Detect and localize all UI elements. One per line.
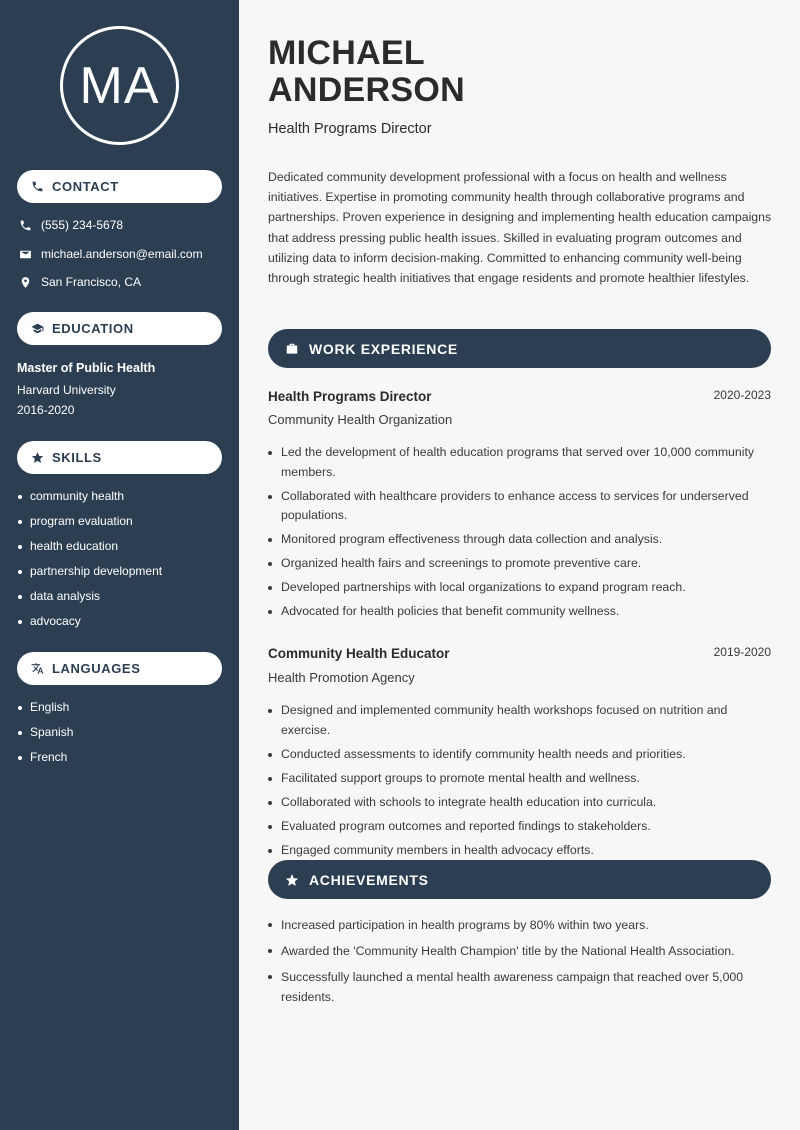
list-item: Increased participation in health programs by 80% within two years. [268,915,773,935]
skills-heading [17,441,222,474]
achievements-list [268,915,773,1013]
list-item: Organized health fairs and screenings to promote preventive care. [268,554,773,574]
location-text: San Francisco, CA [41,275,142,289]
location-pin-icon [18,275,32,289]
list-item: Developed partnerships with local organizations to expand program reach. [268,578,773,598]
main-content [239,0,800,1130]
skills-heading-label: SKILLS [52,450,102,465]
education-school: Harvard University [17,383,116,397]
job-years: 2020-2023 [713,388,771,402]
candidate-title: Health Programs Director [268,121,432,137]
education-degree: Master of Public Health [17,361,156,375]
candidate-name [268,35,465,109]
job-title: Community Health Educator [268,646,450,661]
job-title: Health Programs Director [268,389,432,404]
skills-list [18,489,162,639]
email-text: michael.anderson@email.com [41,247,203,261]
contact-email [18,247,203,261]
contact-location [18,275,141,289]
work-experience-heading [268,329,771,368]
list-item: Monitored program effectiveness through data collection and analysis. [268,530,773,550]
achievements-heading [268,860,771,899]
list-item: Collaborated with healthcare providers to enhance access to services for underserved populations. [268,487,773,526]
languages-list [18,700,73,775]
work-experience-heading-label: WORK EXPERIENCE [309,340,458,357]
list-item: Collaborated with schools to integrate health education into curricula. [268,793,773,813]
phone-icon [18,218,32,232]
languages-heading-label: LANGUAGES [52,661,141,676]
phone-icon [31,180,44,193]
summary-text: Dedicated community development professional with a focus on health and wellness initiatives. Expertise in promoting community health through collaborative programs and partnerships. Proven experience in designing and implementing health education campaigns that address pressing public health issues. Skilled in evaluating program outcomes and utilizing data to inform decision-making. Committed to enhancing community well-being through strategic health initiatives that engage residents and promote healthier lifestyles. [268,170,772,286]
education-years: 2016-2020 [17,403,75,417]
list-item: Engaged community members in health advocacy efforts. [268,841,773,861]
list-item: data analysis [18,589,162,614]
list-item: Conducted assessments to identify community health needs and priorities. [268,745,773,765]
list-item: Awarded the 'Community Health Champion' title by the National Health Association. [268,941,773,961]
list-item: health education [18,539,162,564]
list-item: English [18,700,73,725]
list-item: Evaluated program outcomes and reported findings to stakeholders. [268,817,773,837]
contact-heading-label: CONTACT [52,179,119,194]
list-item: community health [18,489,162,514]
star-icon [285,873,299,887]
name-last: ANDERSON [268,71,465,109]
job-bullets [268,701,773,865]
briefcase-icon [285,342,299,356]
list-item: partnership development [18,564,162,589]
phone-text: (555) 234-5678 [41,218,124,232]
graduation-cap-icon [31,322,44,335]
list-item: Designed and implemented community health workshops focused on nutrition and exercise. [268,701,773,740]
list-item: Facilitated support groups to promote mental health and wellness. [268,769,773,789]
job-years: 2019-2020 [713,645,771,659]
list-item: Successfully launched a mental health awareness campaign that reached over 5,000 residents. [268,967,773,1007]
contact-heading [17,170,222,203]
monogram-avatar: MA [60,26,179,145]
list-item: Advocated for health policies that benefit community wellness. [268,602,773,622]
list-item: program evaluation [18,514,162,539]
email-icon [18,247,32,261]
contact-phone [18,218,123,232]
languages-heading [17,652,222,685]
star-icon [31,451,44,464]
job-bullets [268,443,773,626]
sidebar [0,0,239,1130]
list-item: Spanish [18,725,73,750]
name-first: MICHAEL [268,34,425,72]
education-heading-label: EDUCATION [52,321,134,336]
job-organization: Community Health Organization [268,412,453,427]
list-item: Led the development of health education programs that served over 10,000 community members. [268,443,773,482]
achievements-heading-label: ACHIEVEMENTS [309,871,429,888]
education-heading [17,312,222,345]
translate-icon [31,662,44,675]
list-item: French [18,750,73,775]
list-item: advocacy [18,614,162,639]
job-organization: Health Promotion Agency [268,670,415,685]
